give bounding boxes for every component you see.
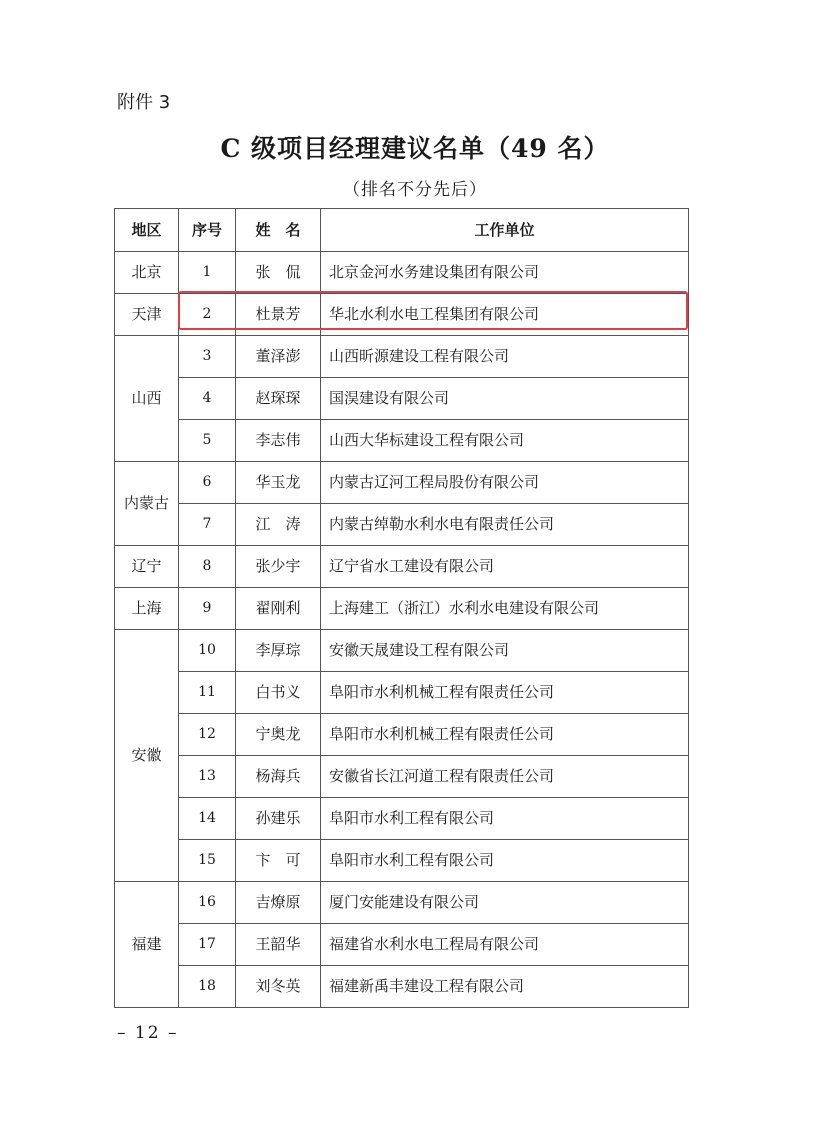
- table-row: [115, 252, 689, 294]
- person-name: 张 侃: [236, 252, 321, 294]
- company-name: 内蒙古辽河工程局股份有限公司: [321, 462, 689, 504]
- table-row: [115, 504, 689, 546]
- row-number: 9: [179, 588, 236, 630]
- table-row: [115, 840, 689, 882]
- person-name: 李志伟: [236, 420, 321, 462]
- company-name: 山西昕源建设工程有限公司: [321, 336, 689, 378]
- attachment-label: 附件 3: [117, 92, 171, 113]
- document-subtitle: （排名不分先后）: [343, 180, 487, 200]
- row-number: 15: [179, 840, 236, 882]
- region-cell: 安徽: [115, 630, 179, 882]
- region-cell: 天津: [115, 294, 179, 336]
- company-name: 北京金河水务建设集团有限公司: [321, 252, 689, 294]
- row-number: 1: [179, 252, 236, 294]
- company-name: 阜阳市水利机械工程有限责任公司: [321, 714, 689, 756]
- company-name: 阜阳市水利工程有限公司: [321, 798, 689, 840]
- row-number: 8: [179, 546, 236, 588]
- table-row: [115, 798, 689, 840]
- person-name: 董泽澎: [236, 336, 321, 378]
- person-name: 王韶华: [236, 924, 321, 966]
- company-name: 上海建工（浙江）水利水电建设有限公司: [321, 588, 689, 630]
- region-cell: 北京: [115, 252, 179, 294]
- row-number: 7: [179, 504, 236, 546]
- row-number: 5: [179, 420, 236, 462]
- person-name: 江 涛: [236, 504, 321, 546]
- table-row: [115, 336, 689, 378]
- row-number: 3: [179, 336, 236, 378]
- row-number: 11: [179, 672, 236, 714]
- table-header-row: [115, 209, 689, 252]
- table-row: [115, 546, 689, 588]
- table-row: [115, 378, 689, 420]
- header-region: 地区: [115, 209, 179, 252]
- table-row: [115, 462, 689, 504]
- region-cell: 辽宁: [115, 546, 179, 588]
- document-title: C 级项目经理建议名单（49 名）: [220, 134, 610, 163]
- company-name: 辽宁省水工建设有限公司: [321, 546, 689, 588]
- header-name: 姓 名: [236, 209, 321, 252]
- region-cell: 福建: [115, 882, 179, 1008]
- person-name: 白书义: [236, 672, 321, 714]
- header-number: 序号: [179, 209, 236, 252]
- table-row: [115, 924, 689, 966]
- company-name: 福建新禹丰建设工程有限公司: [321, 966, 689, 1008]
- company-name: 内蒙古绰勒水利水电有限责任公司: [321, 504, 689, 546]
- table-row: [115, 420, 689, 462]
- highlight-box: [178, 291, 688, 330]
- page-number: – 12 –: [117, 1023, 179, 1043]
- table-row: [115, 714, 689, 756]
- company-name: 华北水利水电工程集团有限公司: [321, 294, 689, 336]
- table-row: [115, 630, 689, 672]
- row-number: 14: [179, 798, 236, 840]
- company-name: 厦门安能建设有限公司: [321, 882, 689, 924]
- person-name: 翟刚利: [236, 588, 321, 630]
- person-name: 李厚琮: [236, 630, 321, 672]
- row-number: 2: [179, 294, 236, 336]
- table-row: [115, 672, 689, 714]
- company-name: 国淏建设有限公司: [321, 378, 689, 420]
- person-name: 赵琛琛: [236, 378, 321, 420]
- person-name: 孙建乐: [236, 798, 321, 840]
- region-cell: 上海: [115, 588, 179, 630]
- row-number: 18: [179, 966, 236, 1008]
- row-number: 10: [179, 630, 236, 672]
- table-row: [115, 882, 689, 924]
- person-name: 杨海兵: [236, 756, 321, 798]
- person-name: 宁奥龙: [236, 714, 321, 756]
- table-row: [115, 756, 689, 798]
- person-name: 华玉龙: [236, 462, 321, 504]
- row-number: 4: [179, 378, 236, 420]
- person-name: 杜景芳: [236, 294, 321, 336]
- row-number: 17: [179, 924, 236, 966]
- row-number: 16: [179, 882, 236, 924]
- row-number: 12: [179, 714, 236, 756]
- company-name: 安徽天晟建设工程有限公司: [321, 630, 689, 672]
- person-name: 卞 可: [236, 840, 321, 882]
- company-name: 安徽省长江河道工程有限责任公司: [321, 756, 689, 798]
- company-name: 山西大华标建设工程有限公司: [321, 420, 689, 462]
- company-name: 阜阳市水利工程有限公司: [321, 840, 689, 882]
- table-row: [115, 588, 689, 630]
- company-name: 阜阳市水利机械工程有限责任公司: [321, 672, 689, 714]
- header-company: 工作单位: [321, 209, 689, 252]
- person-name: 吉燎原: [236, 882, 321, 924]
- company-name: 福建省水利水电工程局有限公司: [321, 924, 689, 966]
- row-number: 13: [179, 756, 236, 798]
- region-cell: 山西: [115, 336, 179, 462]
- region-cell: 内蒙古: [115, 462, 179, 546]
- row-number: 6: [179, 462, 236, 504]
- person-name: 刘冬英: [236, 966, 321, 1008]
- table-row: [115, 966, 689, 1008]
- person-name: 张少宇: [236, 546, 321, 588]
